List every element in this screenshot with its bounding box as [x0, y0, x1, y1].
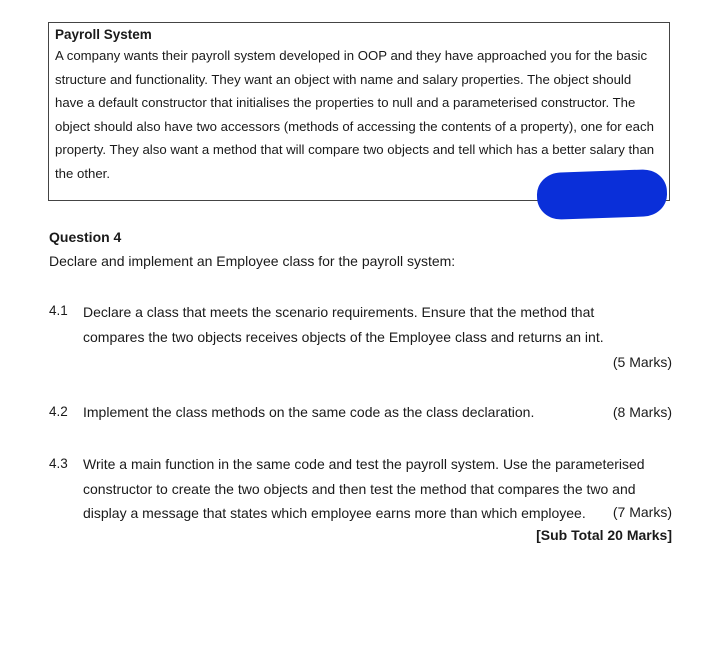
question-intro: Declare and implement an Employee class for the payroll system: [49, 253, 456, 269]
item-line: compares the two objects receives objects of the Employee class and returns an int. [83, 328, 604, 345]
item-marks-4-3: (7 Marks) [612, 504, 672, 520]
item-line: Write a main function in the same code and test the payroll system. Use the parameterised [83, 456, 645, 472]
item-number-4-1: 4.1 [49, 303, 68, 318]
item-number-4-2: 4.2 [49, 404, 68, 419]
item-text-4-3 [83, 452, 645, 526]
item-line: Implement the class methods on the same code as the class declaration. [83, 404, 535, 420]
question-title: Question 4 [49, 229, 122, 245]
subtotal: [Sub Total 20 Marks] [536, 527, 672, 543]
item-marks-4-2: (8 Marks) [612, 404, 672, 420]
item-number-4-3: 4.3 [49, 456, 68, 471]
item-marks-4-1: (5 Marks) [612, 354, 672, 370]
scenario-title: Payroll System [55, 27, 152, 42]
item-line: Declare a class that meets the scenario requirements. Ensure that the method that [83, 304, 595, 320]
item-text-4-2 [83, 400, 534, 425]
scenario-line: the other. [55, 165, 110, 181]
scenario-line: object should also have two accessors (methods of accessing the contents of a property), one for each [55, 118, 654, 134]
scenario-line: A company wants their payroll system developed in OOP and they have approached you for the basic [55, 48, 648, 63]
scenario-line: structure and functionality. They want an object with name and salary properties. The object should [55, 71, 632, 87]
item-line: display a message that states which employee earns more than which employee. [83, 505, 586, 521]
item-line: constructor to create the two objects and then test the method that compares the two and [83, 480, 636, 497]
scenario-line: have a default constructor that initialises the properties to null and a parameterised constructor. The [55, 95, 636, 111]
scenario-line: property. They also want a method that will compare two objects and tell which has a better salary than [55, 142, 655, 158]
redaction-scribble [536, 169, 668, 221]
item-text-4-1 [83, 300, 604, 349]
